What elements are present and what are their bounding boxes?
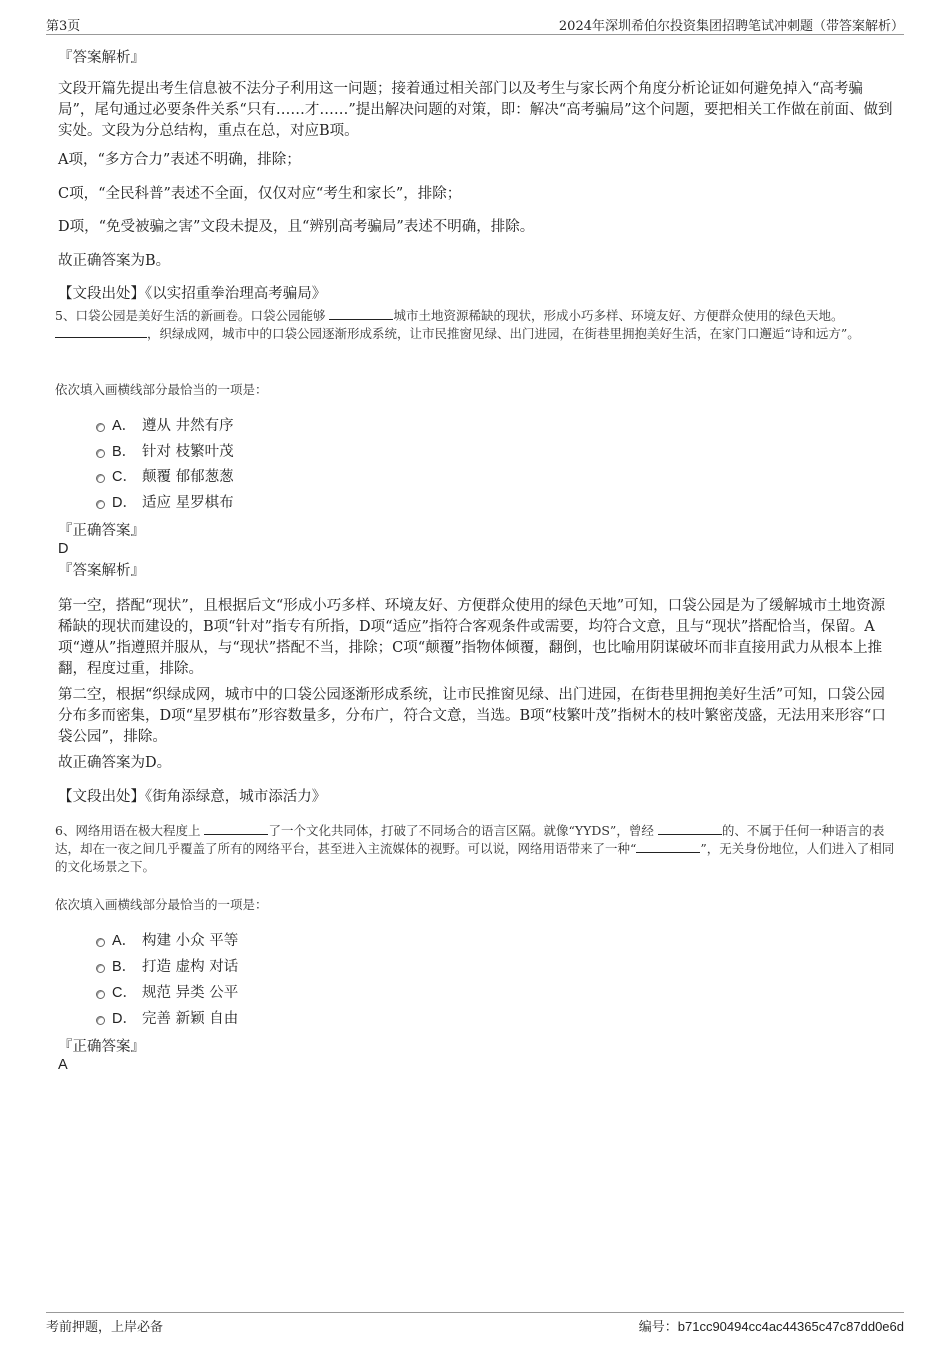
q6-correct-title: 『正确答案』 [58,1039,145,1055]
q5-analysis-p2: 第二空，根据“织绿成网，城市中的口袋公园逐渐形成系统，让市民推窗见绿、出门进园，在街巷里拥抱美好生活”可知，口袋公园分布多而密集，D项“星罗棋布”形容数量多，分布广，符合文意，当选。B项“枝繁叶茂”指树木的枝叶繁密茂盛，无法用来形容“口袋公园”，排除。 [58,687,886,745]
q5-analysis-p1: 第一空，搭配“现状”，且根据后文“形成小巧多样、环境友好、方便群众使用的绿色天地”可知，口袋公园是为了缓解城市土地资源稀缺的现状而建设的，B项“针对”指专有所指，D项“适应”指符合客观条件或需要，均符合文意，且与“现状”搭配恰当，保留。A项“遵从”指遵照并服从，与“现状”搭配不当，排除；C项“颠覆”指物体倾覆，翻倒，也比喻用阴谋破坏而非直接用武力从根本上推翻，程度过重，排除。 [58,598,886,677]
q4-source: 【文段出处】《以实招重拳治理高考骗局》 [58,286,327,302]
page-header [46,14,904,35]
q6-blank-2 [658,822,722,835]
q6-option-d[interactable]: D． 完善 新颖 自由 [96,1009,238,1029]
footer-code: 编号：b71cc90494cc4ac44365c47c87dd0e6d [638,1319,904,1335]
q6-option-a[interactable]: A． 构建 小众 平等 [96,931,238,951]
radio-icon[interactable] [96,1016,105,1025]
radio-icon[interactable] [96,990,105,999]
radio-icon[interactable] [96,964,105,973]
q6-correct-answer: A [58,1057,68,1073]
q4-analysis-title: 『答案解析』 [58,50,145,66]
q5-option-a[interactable]: A． 遵从 井然有序 [96,416,234,436]
radio-icon[interactable] [96,938,105,947]
q5-blank-2 [55,325,147,338]
q4-analysis-p1: 文段开篇先提出考生信息被不法分子利用这一问题；接着通过相关部门以及考生与家长两个角度分析论证如何避免掉入“高考骗局”，尾句通过必要条件关系“只有……才……”提出解决问题的对策，即：解决“高考骗局”这个问题，要把相关工作做在前面、做到实处。文段为分总结构，重点在总，对应B项。 [58,81,893,139]
q5-source: 【文段出处】《街角添绿意，城市添活力》 [58,789,327,805]
radio-icon[interactable] [96,474,105,483]
q5-answer-line: 故正确答案为D。 [58,755,172,771]
q5-option-d[interactable]: D． 适应 星罗棋布 [96,493,234,513]
page-footer [46,1312,904,1335]
q5-stem: 5、口袋公园是美好生活的新画卷。口袋公园能够 城市土地资源稀缺的现状，形成小巧多样、环境友好、方便群众使用的绿色天地。 ，织绿成网，城市中的口袋公园逐渐形成系统，让市民推窗见绿、出门进园，在街巷里拥抱美好生活，在家门口邂逅“诗和远方”。 [55,308,860,341]
radio-icon[interactable] [96,423,105,432]
page-number: 第3页 [46,19,81,34]
q6-blank-3 [636,840,700,853]
q6-prompt: 依次填入画横线部分最恰当的一项是： [55,897,268,912]
radio-icon[interactable] [96,500,105,509]
q5-analysis-title: 『答案解析』 [58,563,145,579]
q4-analysis-p4: D项，“免受被骗之害”文段未提及，且“辨别高考骗局”表述不明确，排除。 [58,219,535,235]
q5-correct-answer: D [58,541,69,557]
q6-option-c[interactable]: C． 规范 异类 公平 [96,983,238,1003]
q6-stem: 6、网络用语在极大程度上 了一个文化共同体，打破了不同场合的语言区隔。就像“YYDS”，曾经 的、不属于任何一种语言的表达，却在一夜之间几乎覆盖了所有的网络平台，甚至进入主流媒体的视野。可以说，网络用语带来了一种“ ”，无关身份地位，人们进入了相同的文化场景之下。 [55,823,895,874]
q5-option-c[interactable]: C． 颠覆 郁郁葱葱 [96,467,234,487]
q6-option-b[interactable]: B． 打造 虚构 对话 [96,957,238,977]
q6-blank-1 [204,822,268,835]
document-title: 2024年深圳希伯尔投资集团招聘笔试冲刺题（带答案解析） [558,19,904,34]
q5-option-b[interactable]: B． 针对 枝繁叶茂 [96,442,234,462]
q4-answer-line: 故正确答案为B。 [58,253,171,269]
q4-analysis-p2: A项，“多方合力”表述不明确，排除； [58,152,301,168]
q5-prompt: 依次填入画横线部分最恰当的一项是： [55,382,268,397]
radio-icon[interactable] [96,449,105,458]
q5-correct-title: 『正确答案』 [58,523,145,539]
q4-analysis-p3: C项，“全民科普”表述不全面，仅仅对应“考生和家长”，排除； [58,186,462,202]
q5-blank-1 [329,307,393,320]
footer-slogan: 考前押题，上岸必备 [46,1320,164,1335]
